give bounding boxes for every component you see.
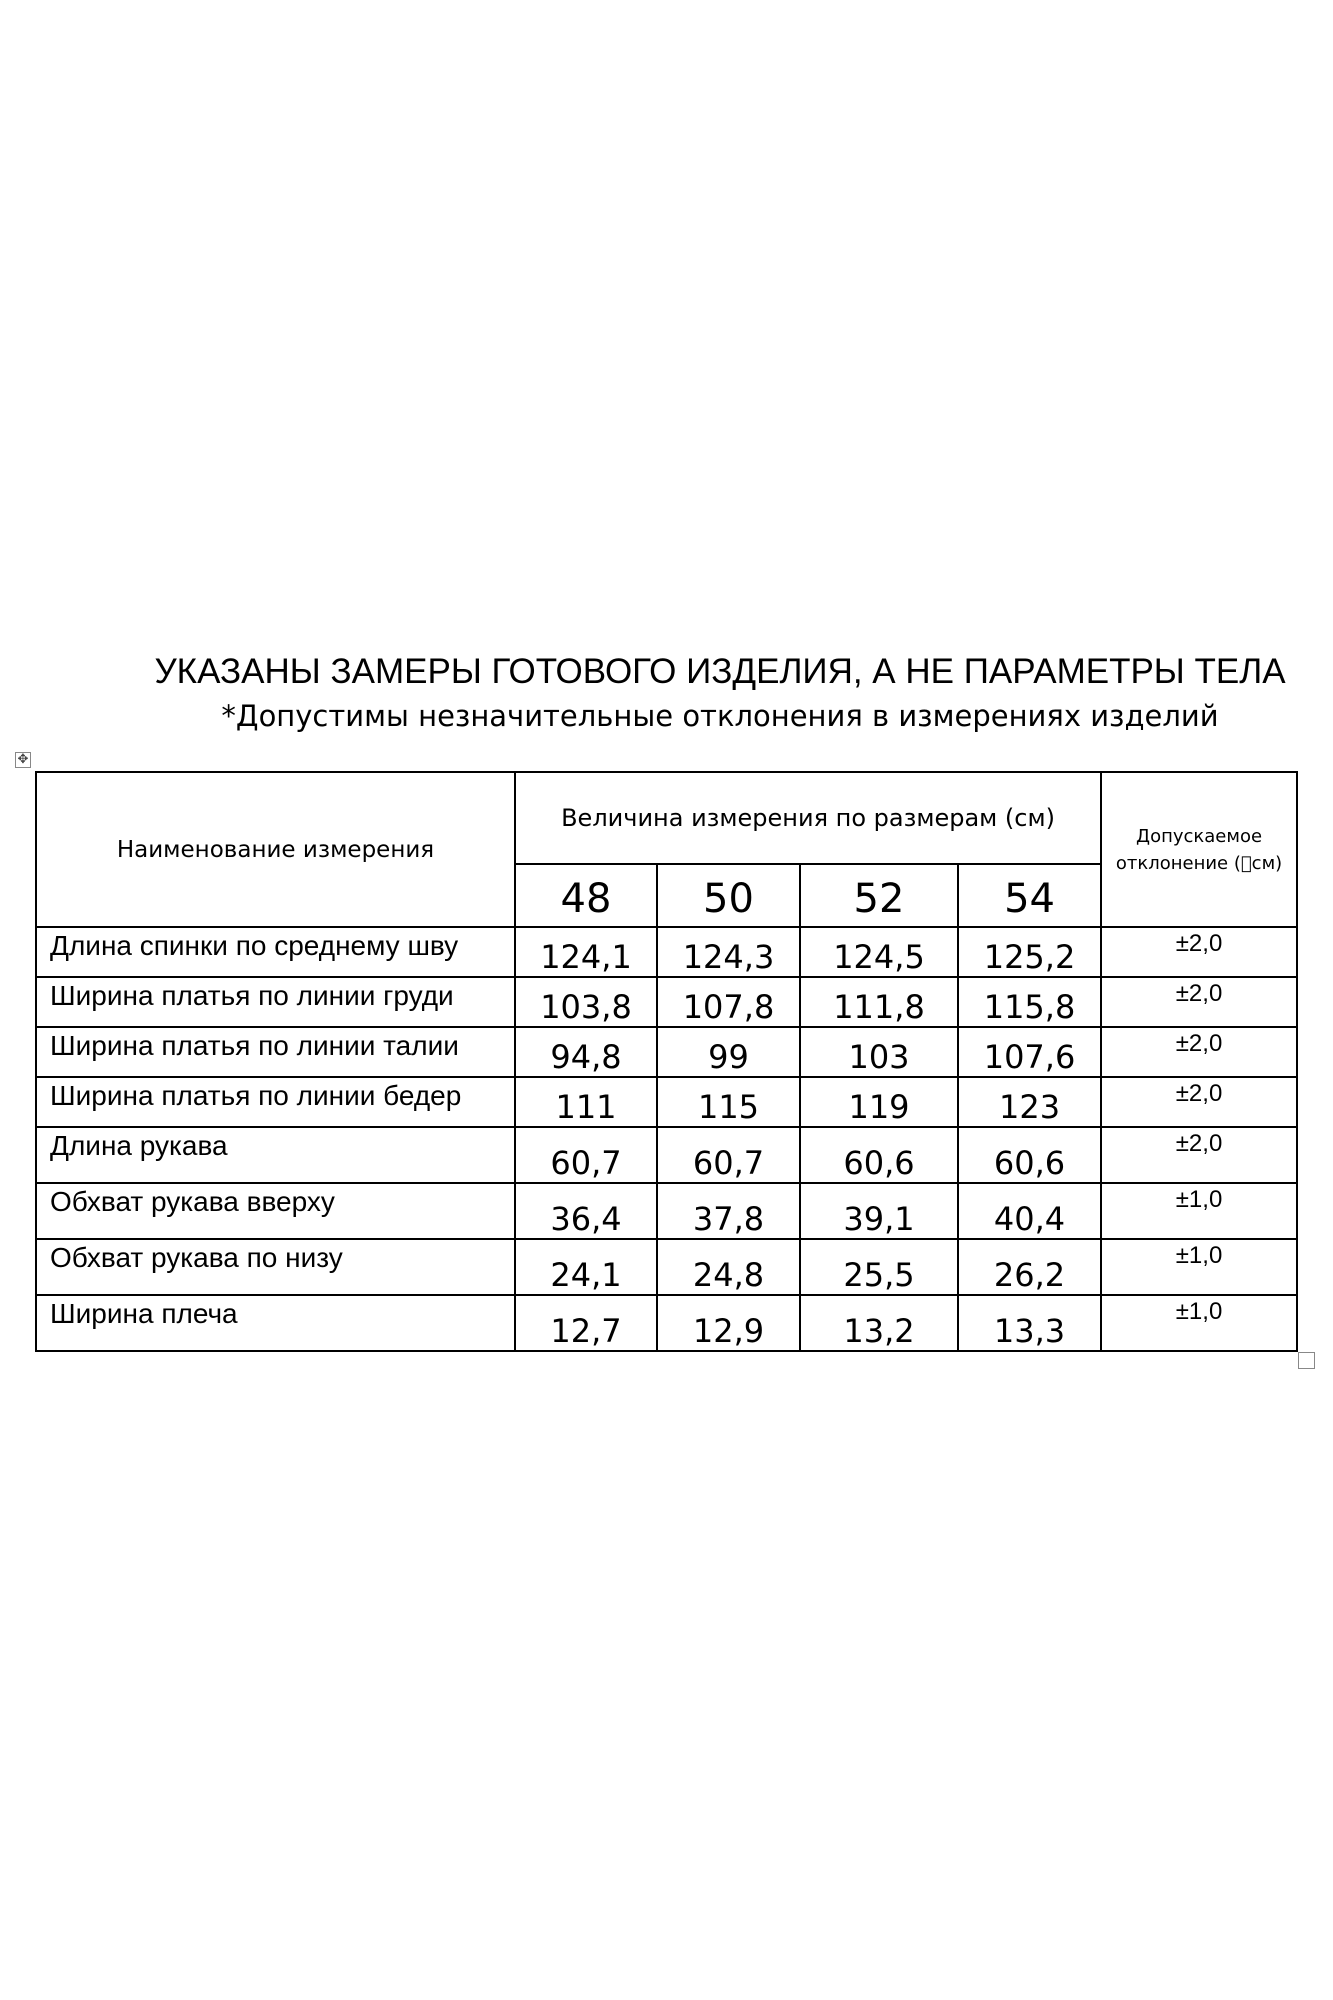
- measurement-value-cell: 40,4: [958, 1183, 1101, 1239]
- header-size-group: Величина измерения по размерам (см): [515, 772, 1101, 864]
- header-size-52: 52: [800, 864, 958, 927]
- table-row: [36, 977, 1297, 1027]
- header-tolerance: [1101, 772, 1297, 927]
- measurement-value-cell: 107,8: [657, 977, 800, 1027]
- table-move-handle-icon[interactable]: ✥: [15, 752, 31, 768]
- measurement-name-cell: Обхват рукава по низу: [36, 1239, 515, 1295]
- measurement-value-cell: 111,8: [800, 977, 958, 1027]
- table-resize-handle[interactable]: [1298, 1352, 1315, 1369]
- measurement-value-cell: 24,8: [657, 1239, 800, 1295]
- measurement-value-cell: 107,6: [958, 1027, 1101, 1077]
- table-row: [36, 1183, 1297, 1239]
- measurement-value-cell: 39,1: [800, 1183, 958, 1239]
- measurement-name-cell: Ширина платья по линии бедер: [36, 1077, 515, 1127]
- measurement-name-cell: Ширина платья по линии талии: [36, 1027, 515, 1077]
- measurement-value-cell: 125,2: [958, 927, 1101, 977]
- measurement-value-cell: 26,2: [958, 1239, 1101, 1295]
- measurement-value-cell: 25,5: [800, 1239, 958, 1295]
- measurement-value-cell: 60,7: [657, 1127, 800, 1183]
- measurement-value-cell: 123: [958, 1077, 1101, 1127]
- table-row: [36, 1295, 1297, 1351]
- document-subtitle: *Допустимы незначительные отклонения в измерениях изделий: [221, 699, 1219, 733]
- measurement-name-cell: Обхват рукава вверху: [36, 1183, 515, 1239]
- measurement-value-cell: 24,1: [515, 1239, 657, 1295]
- measurement-value-cell: 60,6: [958, 1127, 1101, 1183]
- measurement-name-cell: Ширина плеча: [36, 1295, 515, 1351]
- measurement-value-cell: 37,8: [657, 1183, 800, 1239]
- document-title: УКАЗАНЫ ЗАМЕРЫ ГОТОВОГО ИЗДЕЛИЯ, А НЕ ПАРАМЕТРЫ ТЕЛА: [154, 652, 1286, 691]
- header-size-48: 48: [515, 864, 657, 927]
- header-size-50: 50: [657, 864, 800, 927]
- measurement-name-cell: Ширина платья по линии груди: [36, 977, 515, 1027]
- measurement-value-cell: 94,8: [515, 1027, 657, 1077]
- measurement-value-cell: 13,2: [800, 1295, 958, 1351]
- tolerance-cell: ±1,0: [1101, 1239, 1297, 1295]
- table-row: [36, 1077, 1297, 1127]
- measurement-value-cell: 115,8: [958, 977, 1101, 1027]
- measurement-value-cell: 119: [800, 1077, 958, 1127]
- measurement-value-cell: 124,5: [800, 927, 958, 977]
- measurement-value-cell: 103,8: [515, 977, 657, 1027]
- tolerance-cell: ±2,0: [1101, 1077, 1297, 1127]
- size-measurements-table: [35, 771, 1298, 1352]
- tolerance-cell: ±1,0: [1101, 1295, 1297, 1351]
- measurement-value-cell: 12,9: [657, 1295, 800, 1351]
- measurement-value-cell: 12,7: [515, 1295, 657, 1351]
- tolerance-cell: ±2,0: [1101, 1027, 1297, 1077]
- header-size-54: 54: [958, 864, 1101, 927]
- measurement-name-cell: Длина спинки по среднему шву: [36, 927, 515, 977]
- measurement-value-cell: 99: [657, 1027, 800, 1077]
- table-row: [36, 1127, 1297, 1183]
- tolerance-cell: ±2,0: [1101, 927, 1297, 977]
- table-row: [36, 927, 1297, 977]
- header-tolerance-line1: Допускаемое: [1136, 825, 1263, 847]
- tolerance-cell: ±2,0: [1101, 977, 1297, 1027]
- measurement-value-cell: 36,4: [515, 1183, 657, 1239]
- measurement-value-cell: 124,3: [657, 927, 800, 977]
- measurement-value-cell: 111: [515, 1077, 657, 1127]
- measurement-value-cell: 60,6: [800, 1127, 958, 1183]
- header-tolerance-line2: отклонение ( см): [1115, 852, 1283, 874]
- table-row: [36, 1239, 1297, 1295]
- tolerance-cell: ±1,0: [1101, 1183, 1297, 1239]
- header-measurement-name: Наименование измерения: [36, 772, 515, 927]
- measurement-value-cell: 115: [657, 1077, 800, 1127]
- table-header-row: [36, 772, 1297, 864]
- measurement-value-cell: 124,1: [515, 927, 657, 977]
- measurement-value-cell: 60,7: [515, 1127, 657, 1183]
- measurement-name-cell: Длина рукава: [36, 1127, 515, 1183]
- table-row: [36, 1027, 1297, 1077]
- tolerance-cell: ±2,0: [1101, 1127, 1297, 1183]
- measurement-value-cell: 103: [800, 1027, 958, 1077]
- measurement-value-cell: 13,3: [958, 1295, 1101, 1351]
